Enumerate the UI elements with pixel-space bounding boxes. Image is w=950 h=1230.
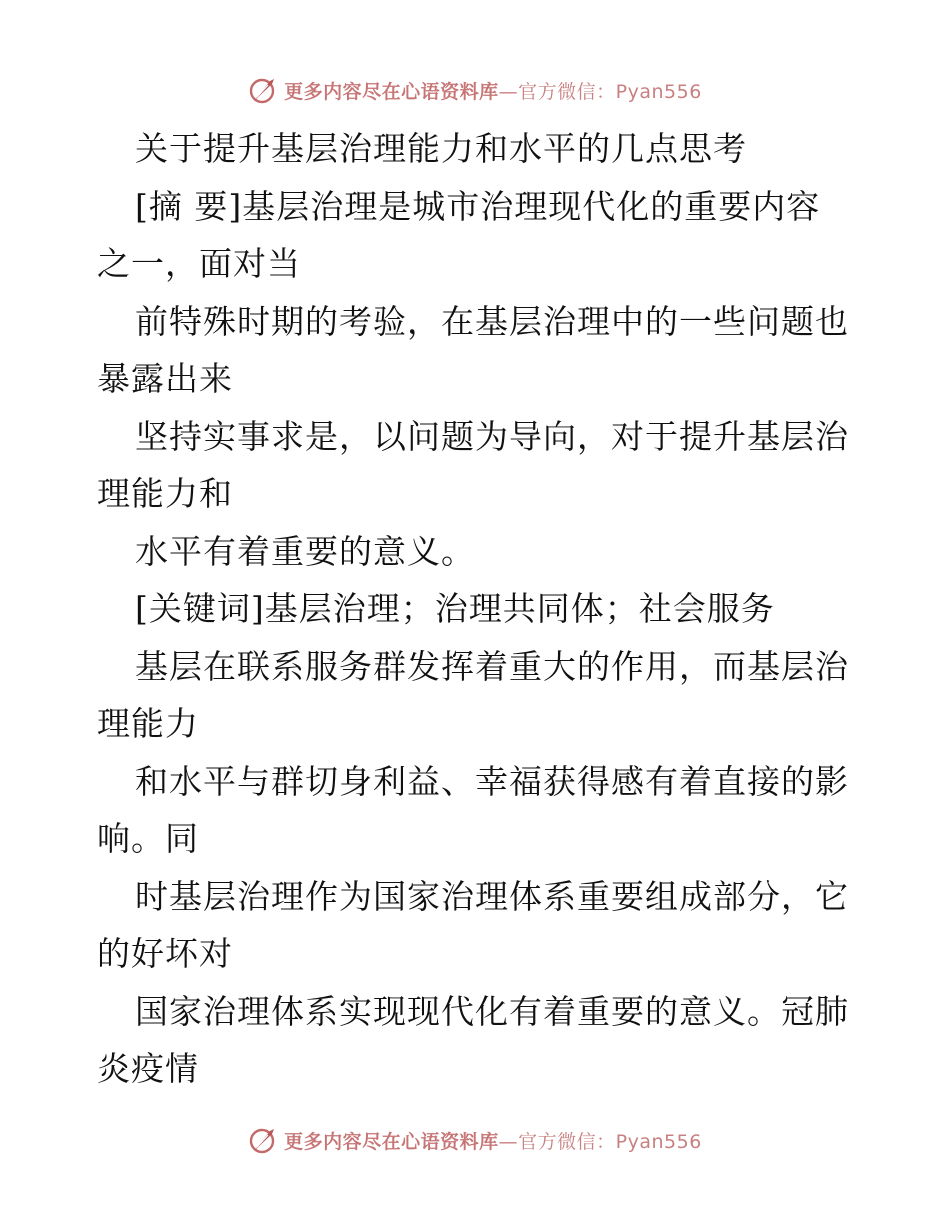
paragraph-line: 水平有着重要的意义。 xyxy=(135,531,475,571)
watermark-sub: 官方微信：Pyan556 xyxy=(518,80,702,103)
paragraph-line: [关键词]基层治理；治理共同体；社会服务 xyxy=(135,589,775,628)
watermark-main: 更多内容尽在心语资料库 xyxy=(284,80,499,103)
watermark-dash: — xyxy=(498,80,519,103)
paragraph-line: [摘 要]基层治理是城市治理现代化的重要内容 xyxy=(135,186,821,226)
paragraph-line: 基层在联系服务群发挥着重大的作用，而基层治 xyxy=(135,646,849,686)
paragraph-line: 坚持实事求是，以问题为导向，对于提升基层治 xyxy=(135,416,849,456)
paragraph-line: 理能力 xyxy=(97,704,199,743)
footer-watermark xyxy=(0,1120,950,1160)
watermark-text xyxy=(284,77,702,104)
paragraph-line: 炎疫情 xyxy=(97,1049,199,1088)
watermark-sub: 官方微信：Pyan556 xyxy=(518,1130,702,1153)
paragraph-line: 的好坏对 xyxy=(97,934,233,973)
header-watermark xyxy=(0,70,950,110)
paragraph-line: 和水平与群切身利益、幸福获得感有着直接的影 xyxy=(135,761,849,801)
paragraph-line: 理能力和 xyxy=(97,474,233,513)
quill-logo-icon xyxy=(248,75,278,105)
paragraph-line: 前特殊时期的考验，在基层治理中的一些问题也 xyxy=(135,301,849,341)
paragraph-line: 之一，面对当 xyxy=(97,244,301,283)
paragraph-line: 关于提升基层治理能力和水平的几点思考 xyxy=(135,129,747,168)
document-body xyxy=(97,120,857,1098)
watermark-text xyxy=(284,1127,702,1154)
paragraph-line: 暴露出来 xyxy=(97,359,233,398)
watermark-dash: — xyxy=(498,1130,519,1153)
watermark-main: 更多内容尽在心语资料库 xyxy=(284,1130,499,1153)
paragraph-line: 响。同 xyxy=(97,819,199,858)
quill-logo-icon xyxy=(248,1125,278,1155)
paragraph-line: 时基层治理作为国家治理体系重要组成部分，它 xyxy=(135,876,849,916)
paragraph-line: 国家治理体系实现现代化有着重要的意义。冠肺 xyxy=(135,991,849,1031)
